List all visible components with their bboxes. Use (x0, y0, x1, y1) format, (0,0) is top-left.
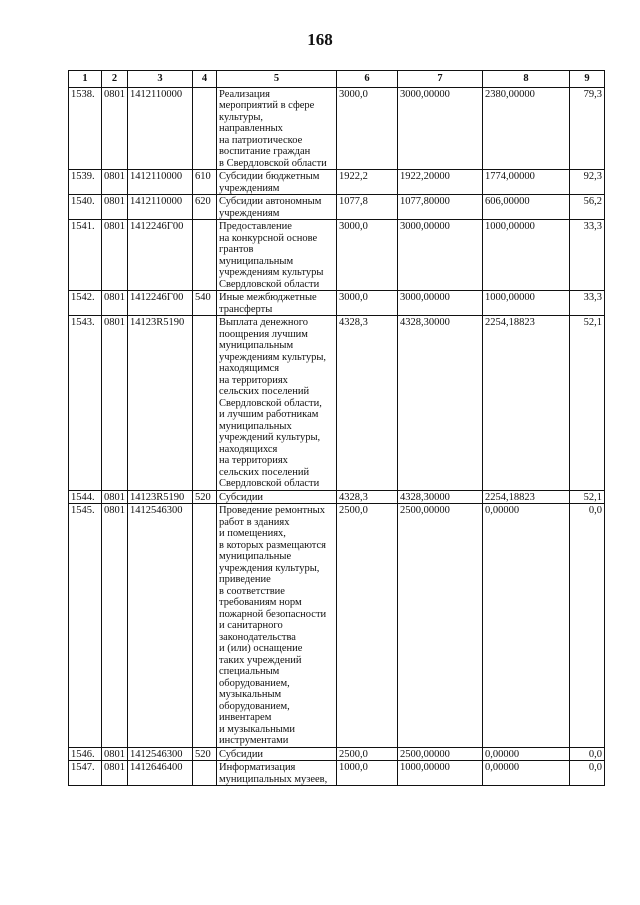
section-code-cell: 0801 (102, 504, 128, 748)
table-row (69, 170, 605, 195)
refined-amount-cell: 3000,00000 (398, 291, 483, 316)
item-name-cell: Субсидии автономным учреждениям (217, 195, 337, 220)
executed-amount-cell: 0,00000 (483, 761, 570, 786)
refined-amount-cell: 3000,00000 (398, 220, 483, 291)
expense-type-code-cell: 520 (193, 490, 217, 504)
target-item-code-cell: 1412646400 (128, 761, 193, 786)
target-item-code-cell: 1412110000 (128, 87, 193, 170)
target-item-code-cell: 14123R5190 (128, 490, 193, 504)
item-name-cell: Информатизация муниципальных музеев, (217, 761, 337, 786)
header-row (69, 71, 605, 88)
expense-type-code-cell (193, 504, 217, 748)
approved-amount-cell: 1922,2 (337, 170, 398, 195)
approved-amount-cell: 4328,3 (337, 316, 398, 491)
target-item-code-cell: 1412246Г00 (128, 220, 193, 291)
item-name-cell: Иные межбюджетные трансферты (217, 291, 337, 316)
section-code-cell: 0801 (102, 170, 128, 195)
refined-amount-cell: 4328,30000 (398, 316, 483, 491)
column-header: 5 (217, 71, 337, 88)
refined-amount-cell: 1922,20000 (398, 170, 483, 195)
refined-amount-cell: 1077,80000 (398, 195, 483, 220)
table-row (69, 87, 605, 170)
executed-amount-cell: 1000,00000 (483, 220, 570, 291)
target-item-code-cell: 1412110000 (128, 195, 193, 220)
expense-type-code-cell (193, 220, 217, 291)
row-number-cell: 1540. (69, 195, 102, 220)
expense-type-code-cell (193, 87, 217, 170)
approved-amount-cell: 3000,0 (337, 291, 398, 316)
execution-percent-cell: 92,3 (570, 170, 605, 195)
execution-percent-cell: 0,0 (570, 761, 605, 786)
table-row (69, 761, 605, 786)
refined-amount-cell: 3000,00000 (398, 87, 483, 170)
execution-percent-cell: 52,1 (570, 490, 605, 504)
approved-amount-cell: 4328,3 (337, 490, 398, 504)
budget-table (68, 70, 605, 786)
column-header: 1 (69, 71, 102, 88)
column-header: 7 (398, 71, 483, 88)
section-code-cell: 0801 (102, 220, 128, 291)
section-code-cell: 0801 (102, 761, 128, 786)
row-number-cell: 1541. (69, 220, 102, 291)
row-number-cell: 1538. (69, 87, 102, 170)
approved-amount-cell: 2500,0 (337, 747, 398, 761)
column-header: 6 (337, 71, 398, 88)
executed-amount-cell: 2254,18823 (483, 316, 570, 491)
item-name-cell: Субсидии (217, 747, 337, 761)
approved-amount-cell: 1077,8 (337, 195, 398, 220)
refined-amount-cell: 4328,30000 (398, 490, 483, 504)
execution-percent-cell: 52,1 (570, 316, 605, 491)
execution-percent-cell: 56,2 (570, 195, 605, 220)
executed-amount-cell: 0,00000 (483, 504, 570, 748)
execution-percent-cell: 0,0 (570, 504, 605, 748)
table-row (69, 220, 605, 291)
expense-type-code-cell: 610 (193, 170, 217, 195)
item-name-cell: Проведение ремонтных работ в зданиях и помещениях, в которых размещаются муниципальные учреждения культуры, приведение в соответствие требованиям норм пожарной безопасности и санитарного законодательства и (или) оснащение таких учреждений специальным оборудованием, музыкальным оборудованием, инвентарем и музыкальными инструментами (217, 504, 337, 748)
executed-amount-cell: 606,00000 (483, 195, 570, 220)
target-item-code-cell: 1412546300 (128, 504, 193, 748)
expense-type-code-cell (193, 316, 217, 491)
row-number-cell: 1543. (69, 316, 102, 491)
approved-amount-cell: 3000,0 (337, 220, 398, 291)
table-row (69, 195, 605, 220)
table-body (69, 87, 605, 786)
table-row (69, 504, 605, 748)
target-item-code-cell: 1412110000 (128, 170, 193, 195)
column-header: 8 (483, 71, 570, 88)
item-name-cell: Выплата денежного поощрения лучшим муниципальным учреждениям культуры, находящимся на территориях сельских поселений Свердловской области, и лучшим работникам муниципальных учреждений культуры, находящихся на территориях сельских поселений Свердловской области (217, 316, 337, 491)
execution-percent-cell: 0,0 (570, 747, 605, 761)
executed-amount-cell: 1000,00000 (483, 291, 570, 316)
executed-amount-cell: 2254,18823 (483, 490, 570, 504)
executed-amount-cell: 2380,00000 (483, 87, 570, 170)
refined-amount-cell: 1000,00000 (398, 761, 483, 786)
table-row (69, 316, 605, 491)
section-code-cell: 0801 (102, 316, 128, 491)
execution-percent-cell: 79,3 (570, 87, 605, 170)
approved-amount-cell: 1000,0 (337, 761, 398, 786)
section-code-cell: 0801 (102, 747, 128, 761)
executed-amount-cell: 1774,00000 (483, 170, 570, 195)
table-row (69, 291, 605, 316)
item-name-cell: Реализация мероприятий в сфере культуры, направленных на патриотическое воспитание граждан в Свердловской области (217, 87, 337, 170)
target-item-code-cell: 1412546300 (128, 747, 193, 761)
executed-amount-cell: 0,00000 (483, 747, 570, 761)
item-name-cell: Предоставление на конкурсной основе грантов муниципальным учреждениям культуры Свердловской области (217, 220, 337, 291)
table-row (69, 490, 605, 504)
section-code-cell: 0801 (102, 490, 128, 504)
row-number-cell: 1544. (69, 490, 102, 504)
expense-type-code-cell (193, 761, 217, 786)
target-item-code-cell: 14123R5190 (128, 316, 193, 491)
column-header: 9 (570, 71, 605, 88)
row-number-cell: 1542. (69, 291, 102, 316)
item-name-cell: Субсидии бюджетным учреждениям (217, 170, 337, 195)
approved-amount-cell: 3000,0 (337, 87, 398, 170)
column-header: 4 (193, 71, 217, 88)
expense-type-code-cell: 620 (193, 195, 217, 220)
row-number-cell: 1547. (69, 761, 102, 786)
expense-type-code-cell: 520 (193, 747, 217, 761)
column-header: 2 (102, 71, 128, 88)
execution-percent-cell: 33,3 (570, 220, 605, 291)
section-code-cell: 0801 (102, 195, 128, 220)
approved-amount-cell: 2500,0 (337, 504, 398, 748)
table-row (69, 747, 605, 761)
row-number-cell: 1546. (69, 747, 102, 761)
page-number: 168 (307, 30, 333, 49)
target-item-code-cell: 1412246Г00 (128, 291, 193, 316)
refined-amount-cell: 2500,00000 (398, 504, 483, 748)
section-code-cell: 0801 (102, 87, 128, 170)
row-number-cell: 1539. (69, 170, 102, 195)
section-code-cell: 0801 (102, 291, 128, 316)
column-header: 3 (128, 71, 193, 88)
row-number-cell: 1545. (69, 504, 102, 748)
expense-type-code-cell: 540 (193, 291, 217, 316)
refined-amount-cell: 2500,00000 (398, 747, 483, 761)
execution-percent-cell: 33,3 (570, 291, 605, 316)
item-name-cell: Субсидии (217, 490, 337, 504)
